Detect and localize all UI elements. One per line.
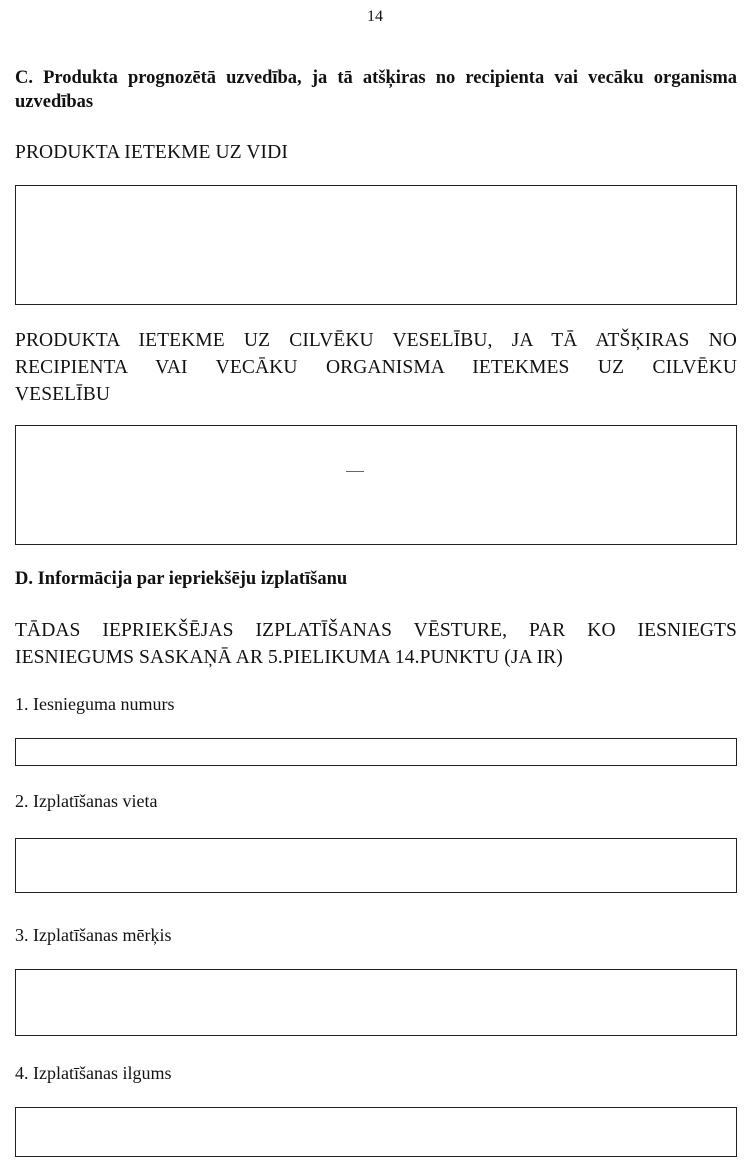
section-d-heading: D. Informācija par iepriekšēju izplatīšanu (15, 569, 348, 589)
release-history-label-line2: IESNIEGUMS SASKAŅĀ AR 5.PIELIKUMA 14.PUNKTU (JA IR) (15, 647, 563, 668)
scan-speck (346, 471, 364, 472)
environment-impact-label: PRODUKTA IETEKME UZ VIDI (15, 142, 288, 163)
release-duration-label: 4. Izplatīšanas ilgums (15, 1063, 172, 1083)
release-purpose-label: 3. Izplatīšanas mērķis (15, 925, 172, 945)
application-number-label: 1. Iesnieguma numurs (15, 694, 175, 714)
health-impact-label-line2: RECIPIENTA VAI VECĀKU ORGANISMA IETEKMES UZ CILVĒKU (15, 357, 737, 378)
release-history-label-line1: TĀDAS IEPRIEKŠĒJAS IZPLATĪŠANAS VĒSTURE, PAR KO IESNIEGTS (15, 620, 737, 641)
release-location-label: 2. Izplatīšanas vieta (15, 791, 158, 811)
release-duration-field[interactable] (15, 1107, 737, 1157)
health-impact-field[interactable] (15, 425, 737, 545)
page-number: 14 (367, 8, 383, 25)
health-impact-label-line1: PRODUKTA IETEKME UZ CILVĒKU VESELĪBU, JA TĀ ATŠĶIRAS NO (15, 330, 737, 351)
health-impact-label-line3: VESELĪBU (15, 384, 111, 405)
release-location-field[interactable] (15, 838, 737, 893)
release-purpose-field[interactable] (15, 969, 737, 1036)
application-number-field[interactable] (15, 738, 737, 766)
environment-impact-field[interactable] (15, 185, 737, 305)
section-c-heading: C. Produkta prognozētā uzvedība, ja tā atšķiras no recipienta vai vecāku organisma uzvedības (15, 68, 737, 112)
